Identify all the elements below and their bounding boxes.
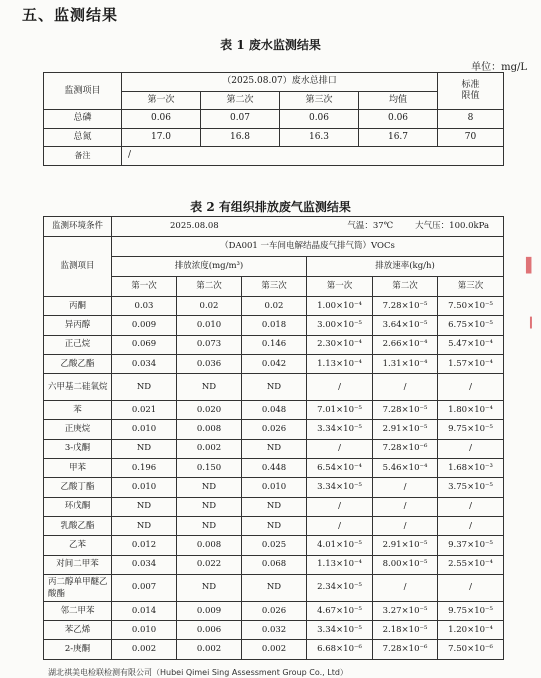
t1-value-cell: 0.06 (359, 110, 438, 129)
table-row (44, 110, 504, 129)
t2-item-cell: 对间二甲苯 (44, 555, 112, 574)
table-row (44, 354, 504, 373)
t2-value-cell: 0.002 (242, 640, 307, 659)
t2-value-cell: 3.34×10⁻⁵ (307, 420, 373, 439)
t2-sub-header: 第三次 (242, 277, 307, 297)
t1-note-value: / (122, 147, 504, 166)
t2-value-cell: 1.31×10⁻⁴ (373, 354, 438, 373)
t1-value-cell: 0.06 (280, 110, 359, 129)
t2-value-cell: 7.50×10⁻⁵ (438, 297, 504, 316)
t2-value-cell: 0.026 (242, 420, 307, 439)
t2-item-cell: 乙苯 (44, 536, 112, 555)
t1-item-header: 监测项目 (44, 73, 122, 110)
table-row (44, 297, 504, 316)
t2-value-cell: / (373, 374, 438, 401)
t2-value-cell: 9.75×10⁻⁵ (438, 601, 504, 620)
t2-value-cell: 0.068 (242, 555, 307, 574)
t2-value-cell: 1.68×10⁻³ (438, 459, 504, 478)
t2-value-cell: 1.13×10⁻⁴ (307, 354, 373, 373)
t1-value-cell: 16.8 (201, 128, 280, 147)
t2-condition-label: 监测环境条件 (44, 217, 112, 237)
table1-caption: 表 1 废水监测结果 (220, 38, 321, 52)
t2-value-cell: ND (242, 574, 307, 601)
t2-value-cell: 0.022 (177, 555, 242, 574)
t2-value-cell: 0.069 (112, 335, 177, 354)
stamp-fragment: ▌ (526, 258, 537, 274)
t2-item-cell: 环戊酮 (44, 497, 112, 516)
t2-value-cell: 0.006 (177, 621, 242, 640)
section-title: 五、监测结果 (22, 6, 119, 24)
table-row (44, 374, 504, 401)
t2-value-cell: / (438, 516, 504, 535)
t2-value-cell: 2.55×10⁻⁴ (438, 555, 504, 574)
t2-value-cell: 7.28×10⁻⁶ (373, 640, 438, 659)
t2-value-cell: ND (112, 516, 177, 535)
t2-value-cell: 0.010 (177, 316, 242, 335)
table-row (44, 316, 504, 335)
t2-value-cell: 0.014 (112, 601, 177, 620)
t2-value-cell: 0.034 (112, 354, 177, 373)
t2-value-cell: 0.008 (177, 536, 242, 555)
t2-value-cell: 2.91×10⁻⁵ (373, 420, 438, 439)
t2-sub-header: 第二次 (177, 277, 242, 297)
t1-sub-header: 第二次 (201, 91, 280, 110)
t2-value-cell: 3.75×10⁻⁵ (438, 478, 504, 497)
t2-value-cell: 0.448 (242, 459, 307, 478)
t2-value-cell: / (373, 478, 438, 497)
table-row (44, 439, 504, 458)
t2-value-cell: ND (242, 439, 307, 458)
t2-value-cell: 0.002 (112, 640, 177, 659)
t2-value-cell: 1.13×10⁻⁴ (307, 555, 373, 574)
t2-value-cell: 0.020 (177, 401, 242, 420)
t2-value-cell: 0.002 (177, 640, 242, 659)
t2-value-cell: ND (177, 497, 242, 516)
t2-value-cell: / (307, 374, 373, 401)
t2-value-cell: / (307, 516, 373, 535)
table-row (44, 497, 504, 516)
t2-value-cell: 0.073 (177, 335, 242, 354)
t2-value-cell: ND (177, 574, 242, 601)
t2-item-cell: 丙二醇单甲醚乙酸酯 (44, 574, 112, 601)
t2-sub-header: 第一次 (112, 277, 177, 297)
t2-item-cell: 正庚烷 (44, 420, 112, 439)
t2-value-cell: / (438, 574, 504, 601)
t2-value-cell: 0.042 (242, 354, 307, 373)
t2-value-cell: / (438, 374, 504, 401)
table-row (44, 401, 504, 420)
t2-value-cell: 0.007 (112, 574, 177, 601)
t2-item-cell: 丙酮 (44, 297, 112, 316)
t2-item-cell: 异丙醇 (44, 316, 112, 335)
t2-value-cell: 0.010 (112, 478, 177, 497)
t2-value-cell: 0.196 (112, 459, 177, 478)
table1-unit: 单位：mg/L (471, 62, 527, 73)
t2-value-cell: ND (177, 374, 242, 401)
t2-value-cell: 4.67×10⁻⁵ (307, 601, 373, 620)
t2-value-cell: 0.026 (242, 601, 307, 620)
table-row (44, 420, 504, 439)
t2-value-cell: 0.010 (112, 420, 177, 439)
t2-value-cell: 1.57×10⁻⁴ (438, 354, 504, 373)
t2-value-cell: 1.20×10⁻⁴ (438, 621, 504, 640)
t2-sub-header: 第二次 (373, 277, 438, 297)
t1-sub-header: 均值 (359, 91, 438, 110)
exhaust-gas-table (43, 216, 504, 660)
t2-item-cell: 2-庚酮 (44, 640, 112, 659)
t2-value-cell: 0.02 (242, 297, 307, 316)
t2-value-cell: 5.47×10⁻⁴ (438, 335, 504, 354)
t2-value-cell: / (373, 497, 438, 516)
t2-item-cell: 乳酸乙酯 (44, 516, 112, 535)
table2-caption: 表 2 有组织排放废气监测结果 (190, 200, 351, 214)
t2-value-cell: 6.75×10⁻⁵ (438, 316, 504, 335)
t2-value-cell: 2.34×10⁻⁵ (307, 574, 373, 601)
t2-value-cell: / (438, 497, 504, 516)
t2-value-cell: ND (242, 516, 307, 535)
t2-value-cell: 9.37×10⁻⁵ (438, 536, 504, 555)
t2-condition-values (112, 217, 504, 237)
t1-value-cell: 0.06 (122, 110, 201, 129)
table-row (44, 478, 504, 497)
t2-value-cell: 0.008 (177, 420, 242, 439)
t1-item-cell: 总氮 (44, 128, 122, 147)
t2-value-cell: 2.30×10⁻⁴ (307, 335, 373, 354)
stamp-fragment: ▎ (530, 318, 538, 329)
t2-value-cell: 6.54×10⁻⁴ (307, 459, 373, 478)
t2-value-cell: ND (112, 497, 177, 516)
t2-value-cell: / (438, 439, 504, 458)
t2-condition-temp: 气温：37℃ (347, 221, 394, 231)
t2-item-header: 监测项目 (44, 237, 112, 297)
t1-sub-header: 第三次 (280, 91, 359, 110)
table-row (44, 555, 504, 574)
t2-group-header: （DA001 一车间电解结晶废气排气筒）VOCs (112, 237, 504, 257)
t2-value-cell: 0.009 (112, 316, 177, 335)
table-row (44, 536, 504, 555)
table-row (44, 601, 504, 620)
t1-value-cell: 17.0 (122, 128, 201, 147)
t2-value-cell: 0.03 (112, 297, 177, 316)
t2-sub-header: 第三次 (438, 277, 504, 297)
t2-value-cell: / (307, 497, 373, 516)
table-row (44, 459, 504, 478)
t2-item-cell: 3-戊酮 (44, 439, 112, 458)
t2-value-cell: 0.010 (112, 621, 177, 640)
t2-value-cell: 8.00×10⁻⁵ (373, 555, 438, 574)
t2-value-cell: 7.01×10⁻⁵ (307, 401, 373, 420)
t2-value-cell: ND (112, 374, 177, 401)
wastewater-table (43, 72, 504, 166)
t2-value-cell: 1.80×10⁻⁴ (438, 401, 504, 420)
t1-standard-header: 标准 限值 (438, 73, 504, 110)
t2-value-cell: ND (177, 516, 242, 535)
t2-value-cell: ND (242, 374, 307, 401)
t1-limit-cell: 70 (438, 128, 504, 147)
t2-condition-date: 2025.08.08 (170, 221, 219, 231)
t2-value-cell: 3.34×10⁻⁵ (307, 621, 373, 640)
t2-item-cell: 苯 (44, 401, 112, 420)
t2-value-cell: 7.28×10⁻⁵ (373, 297, 438, 316)
t2-item-cell: 乙酸丁酯 (44, 478, 112, 497)
t2-value-cell: 3.64×10⁻⁵ (373, 316, 438, 335)
t2-item-cell: 六甲基二硅氧烷 (44, 374, 112, 401)
t2-value-cell: 9.75×10⁻⁵ (438, 420, 504, 439)
t2-value-cell: / (373, 574, 438, 601)
table-row (44, 128, 504, 147)
t2-value-cell: / (373, 516, 438, 535)
t2-value-cell: 3.27×10⁻⁵ (373, 601, 438, 620)
t2-value-cell: 0.021 (112, 401, 177, 420)
t2-value-cell: 2.66×10⁻⁴ (373, 335, 438, 354)
t2-value-cell: 0.146 (242, 335, 307, 354)
t2-value-cell: ND (177, 478, 242, 497)
t2-value-cell: 4.01×10⁻⁵ (307, 536, 373, 555)
t2-item-cell: 苯乙烯 (44, 621, 112, 640)
t2-item-cell: 乙酸乙酯 (44, 354, 112, 373)
t2-condition-pressure: 大气压：100.0kPa (415, 221, 490, 231)
t2-value-cell: 3.00×10⁻⁵ (307, 316, 373, 335)
t2-value-cell: 0.048 (242, 401, 307, 420)
t2-value-cell: 1.00×10⁻⁴ (307, 297, 373, 316)
t2-sub-header: 第一次 (307, 277, 373, 297)
page-footer: 湖北祺美电检联检测有限公司（Hubei Qimei Sing Assessment Group Co., Ltd） (48, 668, 348, 677)
t2-value-cell: 5.46×10⁻⁴ (373, 459, 438, 478)
t2-value-cell: 0.009 (177, 601, 242, 620)
t1-group-header: （2025.08.07）废水总排口 (122, 73, 438, 92)
t2-value-cell: 2.91×10⁻⁵ (373, 536, 438, 555)
t2-value-cell: 2.18×10⁻⁵ (373, 621, 438, 640)
table-row (44, 621, 504, 640)
t1-value-cell: 16.7 (359, 128, 438, 147)
t1-sub-header: 第一次 (122, 91, 201, 110)
t2-value-cell: 0.012 (112, 536, 177, 555)
t2-value-cell: 0.150 (177, 459, 242, 478)
t1-limit-cell: 8 (438, 110, 504, 129)
t2-value-cell: 0.018 (242, 316, 307, 335)
t2-value-cell: 0.032 (242, 621, 307, 640)
t2-value-cell: / (307, 439, 373, 458)
t1-value-cell: 0.07 (201, 110, 280, 129)
t2-conc-header: 排放浓度(mg/m³) (112, 257, 307, 277)
t2-value-cell: 0.002 (177, 439, 242, 458)
t2-item-cell: 正己烷 (44, 335, 112, 354)
t2-value-cell: 0.010 (242, 478, 307, 497)
table-row (44, 335, 504, 354)
t2-value-cell: ND (112, 439, 177, 458)
t2-value-cell: 6.68×10⁻⁶ (307, 640, 373, 659)
t2-value-cell: 3.34×10⁻⁵ (307, 478, 373, 497)
t2-value-cell: 0.02 (177, 297, 242, 316)
t1-note-label: 备注 (44, 147, 122, 166)
t2-value-cell: 0.034 (112, 555, 177, 574)
t1-value-cell: 16.3 (280, 128, 359, 147)
t2-value-cell: 0.036 (177, 354, 242, 373)
t2-item-cell: 甲苯 (44, 459, 112, 478)
t2-value-cell: ND (242, 497, 307, 516)
t1-item-cell: 总磷 (44, 110, 122, 129)
t2-value-cell: 7.28×10⁻⁵ (373, 401, 438, 420)
table-row (44, 574, 504, 601)
table-row (44, 516, 504, 535)
t2-value-cell: 0.025 (242, 536, 307, 555)
t2-value-cell: 7.50×10⁻⁶ (438, 640, 504, 659)
table-row (44, 640, 504, 659)
t2-item-cell: 邻二甲苯 (44, 601, 112, 620)
t2-rate-header: 排放速率(kg/h) (307, 257, 504, 277)
t2-value-cell: 7.28×10⁻⁶ (373, 439, 438, 458)
